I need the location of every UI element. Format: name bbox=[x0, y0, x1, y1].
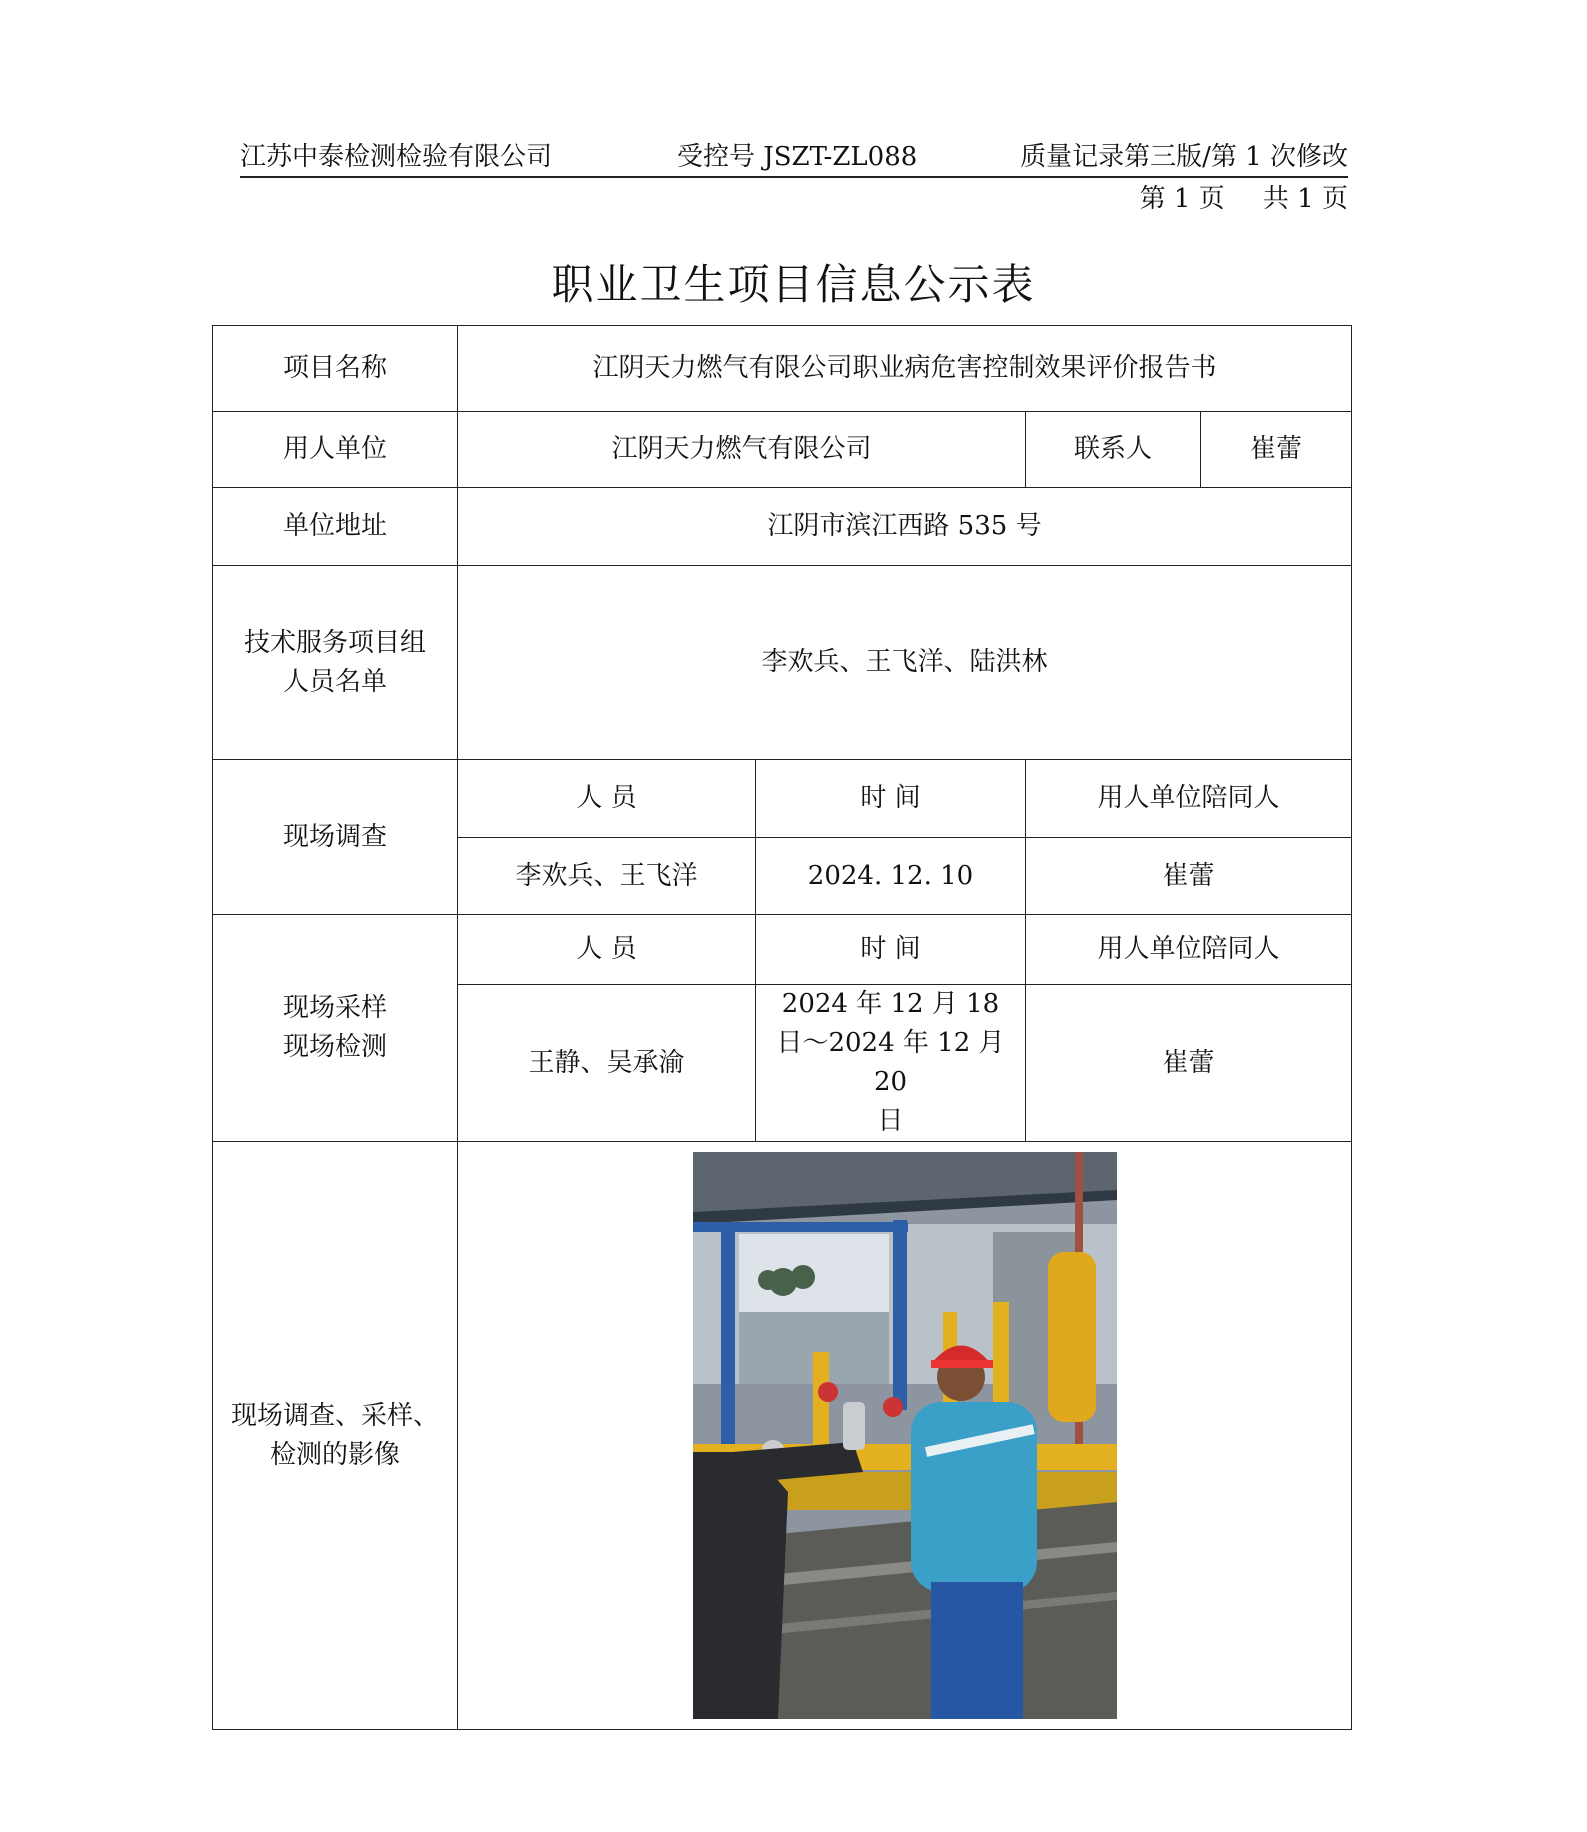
page-info bbox=[1140, 178, 1348, 215]
page-number: 第 1 页 bbox=[1139, 184, 1225, 214]
team-members: 李欢兵、王飞洋、陆洪林 bbox=[458, 566, 1352, 760]
sampling-time bbox=[756, 985, 1026, 1142]
sampling-label bbox=[213, 915, 458, 1142]
page-total: 共 1 页 bbox=[1262, 184, 1348, 214]
table-row bbox=[213, 760, 1352, 838]
project-name-label: 项目名称 bbox=[213, 326, 458, 412]
control-number: 受控号 JSZT-ZL088 bbox=[677, 142, 918, 172]
photo-label-line-2: 检测的影像 bbox=[269, 1439, 400, 1470]
page-title: 职业卫生项目信息公示表 bbox=[551, 260, 1036, 309]
team-label-line-1: 技术服务项目组 bbox=[243, 627, 426, 658]
sampling-escort: 崔蕾 bbox=[1026, 985, 1352, 1142]
site-photo bbox=[693, 1152, 1117, 1719]
survey-time: 2024. 12. 10 bbox=[756, 838, 1026, 915]
info-table bbox=[212, 325, 1352, 1730]
table-row bbox=[213, 412, 1352, 488]
employer-name: 江阴天力燃气有限公司 bbox=[458, 412, 1026, 488]
employer-label: 用人单位 bbox=[213, 412, 458, 488]
photo-label-line-1: 现场调查、采样、 bbox=[230, 1400, 439, 1431]
survey-person: 李欢兵、王飞洋 bbox=[458, 838, 756, 915]
sampling-label-line-1: 现场采样 bbox=[282, 993, 387, 1023]
sampling-person: 王静、吴承渝 bbox=[458, 985, 756, 1142]
record-version: 质量记录第三版/第 1 次修改 bbox=[1020, 142, 1348, 172]
table-row bbox=[213, 326, 1352, 412]
table-row bbox=[213, 1142, 1352, 1730]
sampling-time-line-2: 日～2024 年 12 月 20 bbox=[776, 1028, 1005, 1097]
address-value: 江阴市滨江西路 535 号 bbox=[458, 488, 1352, 566]
survey-label: 现场调查 bbox=[213, 760, 458, 915]
document-header bbox=[240, 132, 1348, 178]
survey-escort: 崔蕾 bbox=[1026, 838, 1352, 915]
sampling-label-line-2: 现场检测 bbox=[282, 1032, 387, 1062]
address-label: 单位地址 bbox=[213, 488, 458, 566]
sampling-time-line-1: 2024 年 12 月 18 bbox=[781, 989, 1000, 1019]
company-name: 江苏中泰检测检验有限公司 bbox=[240, 142, 553, 172]
table-row bbox=[213, 488, 1352, 566]
contact-name: 崔蕾 bbox=[1201, 412, 1352, 488]
sampling-escort-header: 用人单位陪同人 bbox=[1026, 915, 1352, 985]
contact-label: 联系人 bbox=[1026, 412, 1201, 488]
team-label-line-2: 人员名单 bbox=[282, 666, 387, 697]
sampling-person-header: 人 员 bbox=[458, 915, 756, 985]
project-name: 江阴天力燃气有限公司职业病危害控制效果评价报告书 bbox=[458, 326, 1352, 412]
survey-time-header: 时 间 bbox=[756, 760, 1026, 838]
photo-label bbox=[213, 1142, 458, 1730]
photo-cell bbox=[458, 1142, 1352, 1730]
team-label bbox=[213, 566, 458, 760]
survey-escort-header: 用人单位陪同人 bbox=[1026, 760, 1352, 838]
survey-person-header: 人 员 bbox=[458, 760, 756, 838]
table-row bbox=[213, 915, 1352, 985]
sampling-time-header: 时 间 bbox=[756, 915, 1026, 985]
table-row bbox=[213, 566, 1352, 760]
sampling-time-line-3: 日 bbox=[877, 1106, 904, 1136]
